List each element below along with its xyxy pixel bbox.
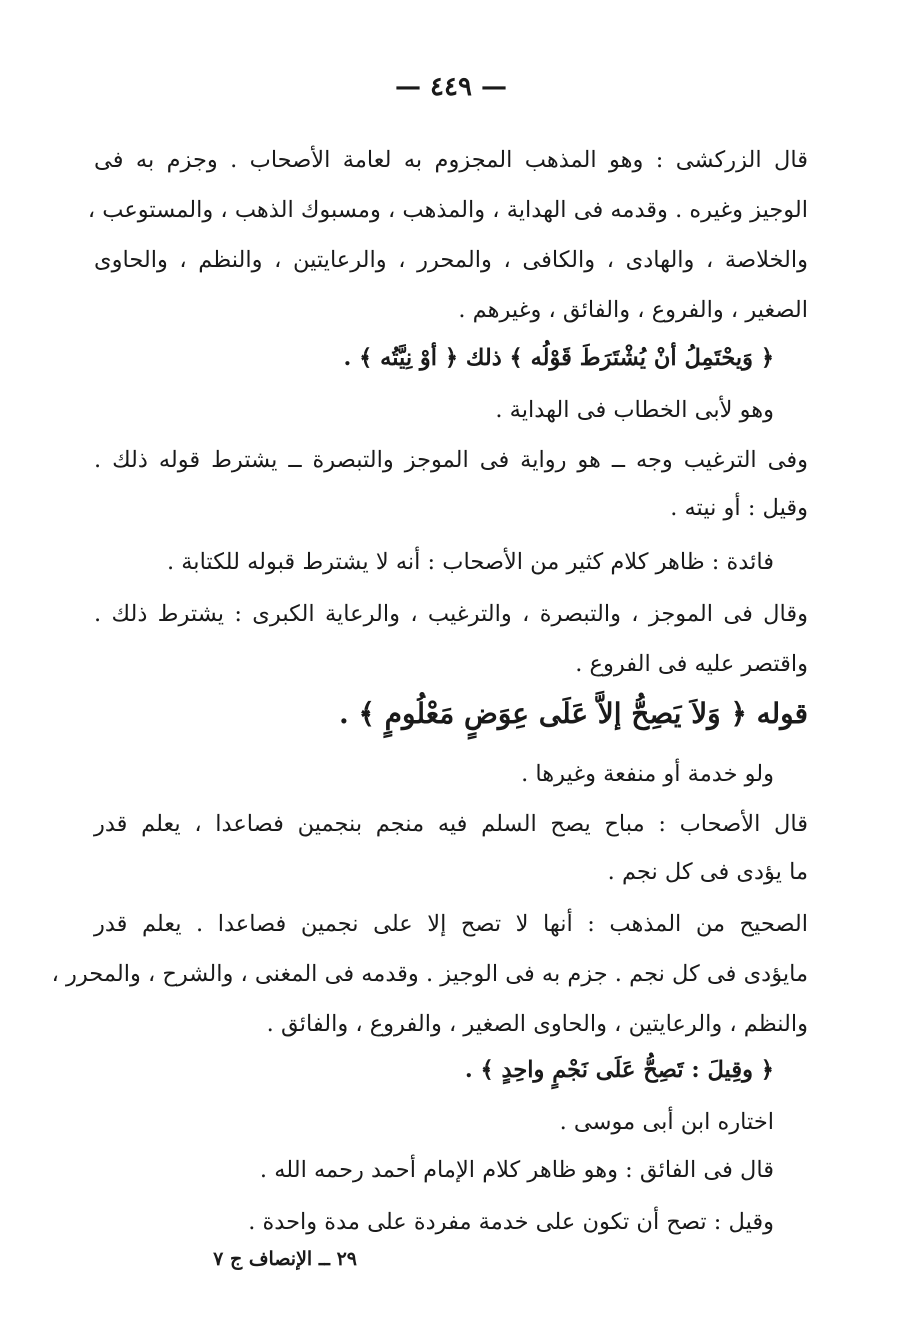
- footer-signature-text: ٢٩ ــ الإنصاف ج ٧: [213, 1248, 357, 1270]
- text-line: وقيل : تصح أن تكون على خدمة مفردة على مدة واحدة .: [248, 1209, 774, 1235]
- text-line: وقيل : أو نيته .: [670, 495, 808, 521]
- text-line: وقال فى الموجز ، والتبصرة ، والترغيب ، والرعاية الكبرى : يشترط ذلك .: [94, 601, 808, 627]
- text-line: والخلاصة ، والهادى ، والكافى ، والمحرر ، والرعايتين ، والنظم ، والحاوى: [94, 247, 808, 273]
- text-line: قال فى الفائق : وهو ظاهر كلام الإمام أحمد رحمه الله .: [259, 1157, 774, 1183]
- matn-heading: قوله ﴿ وَلاَ يَصِحُّ إلاَّ عَلَى عِوَضٍ مَعْلُومٍ ﴾ .: [339, 697, 808, 730]
- text-line: الصحيح من المذهب : أنها لا تصح إلا على نجمين فصاعدا . يعلم قدر: [94, 911, 808, 937]
- page-number: — ٤٤٩ —: [394, 72, 508, 102]
- text-line: قال الزركشى : وهو المذهب المجزوم به لعامة الأصحاب . وجزم به فى: [94, 147, 808, 173]
- text-line: وهو لأبى الخطاب فى الهداية .: [495, 397, 774, 423]
- matn-line: ﴿ وقِيلَ : تَصِحُّ عَلَى نَجْمٍ واحِدٍ ﴾ .: [464, 1057, 774, 1083]
- text-line: ما يؤدى فى كل نجم .: [607, 859, 808, 885]
- text-line: الصغير ، والفروع ، والفائق ، وغيرهم .: [458, 297, 808, 323]
- text-line: مايؤدى فى كل نجم . جزم به فى الوجيز . وقدمه فى المغنى ، والشرح ، والمحرر ،: [51, 961, 808, 987]
- text-line: ولو خدمة أو منفعة وغيرها .: [521, 761, 774, 787]
- text-line: واقتصر عليه فى الفروع .: [575, 651, 808, 677]
- matn-line: ﴿ وَيحْتَمِلُ أنْ يُشْتَرَطَ قَوْلُه ﴾ ذلك ﴿ أوْ نِيَّتُه ﴾ .: [343, 345, 774, 371]
- text-line: الوجيز وغيره . وقدمه فى الهداية ، والمذهب ، ومسبوك الذهب ، والمستوعب ،: [87, 197, 808, 223]
- text-line: قال الأصحاب : مباح يصح السلم فيه منجم بنجمين فصاعدا ، يعلم قدر: [94, 811, 808, 837]
- text-line: وفى الترغيب وجه ــ هو رواية فى الموجز والتبصرة ــ يشترط قوله ذلك .: [94, 447, 808, 473]
- note-line: فائدة : ظاهر كلام كثير من الأصحاب : أنه لا يشترط قبوله للكتابة .: [166, 549, 774, 575]
- text-line: اختاره ابن أبى موسى .: [559, 1109, 774, 1135]
- text-line: والنظم ، والرعايتين ، والحاوى الصغير ، والفروع ، والفائق .: [266, 1011, 808, 1037]
